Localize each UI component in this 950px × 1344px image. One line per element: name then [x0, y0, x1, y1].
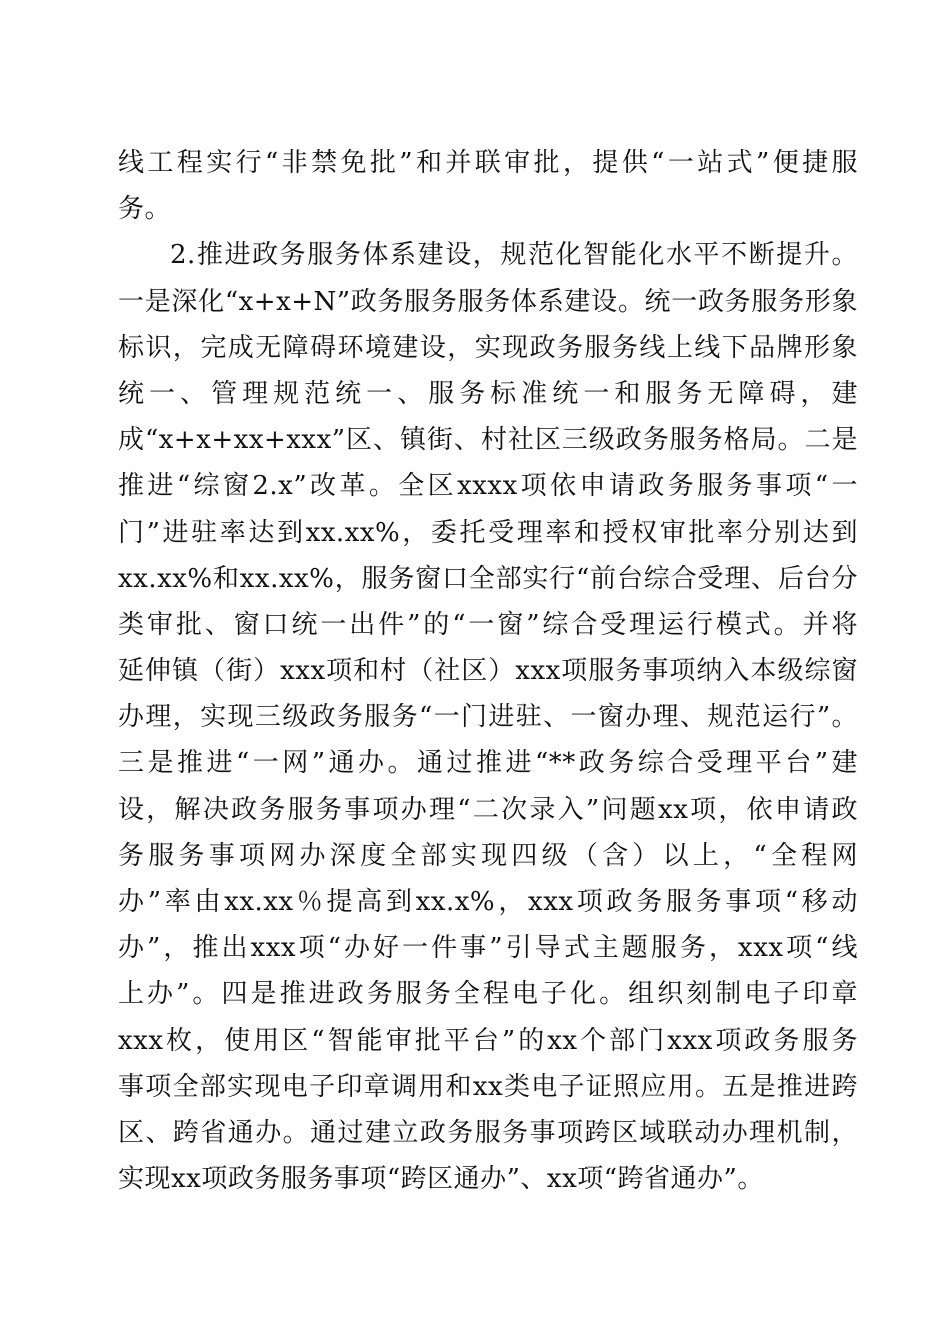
- text-line: 设，解决政务服务事项办理“二次录入”问题xx项，依申请政: [118, 794, 858, 825]
- text-line: 一是深化“x+x+N”政务服务服务体系建设。统一政务服务形象: [118, 286, 858, 317]
- text-line: 标识，完成无障碍环境建设，实现政务服务线上线下品牌形象: [118, 332, 858, 363]
- text-line: 事项全部实现电子印章调用和xx类电子证照应用。五是推进跨: [118, 1071, 858, 1102]
- text-line: 上办”。四是推进政务服务全程电子化。组织刻制电子印章: [118, 979, 858, 1010]
- text-line: 线工程实行“非禁免批”和并联审批，提供“一站式”便捷服: [118, 148, 858, 178]
- text-line: 三是推进“一网”通办。通过推进“**政务综合受理平台”建: [118, 748, 858, 779]
- text-line: xxx枚，使用区“智能审批平台”的xx个部门xxx项政务服务: [118, 1025, 858, 1056]
- text-line: 办”，推出xxx项“办好一件事”引导式主题服务，xxx项“线: [118, 933, 858, 964]
- body-text: [118, 140, 858, 1202]
- text-line: 门”进驻率达到xx.xx%，委托受理率和授权审批率分别达到: [118, 517, 858, 548]
- section-heading-line: 2.推进政务服务体系建设，规范化智能化水平不断提升。: [170, 240, 858, 271]
- text-line: 务服务事项网办深度全部实现四级（含）以上，“全程网: [118, 840, 858, 871]
- text-line: 区、跨省通办。通过建立政务服务事项跨区域联动办理机制，: [118, 1117, 858, 1148]
- text-line: 成“x+x+xx+xxx”区、镇街、村社区三级政务服务格局。二是: [118, 425, 858, 456]
- text-line: 统一、管理规范统一、服务标准统一和服务无障碍，建: [118, 378, 858, 409]
- text-line: 类审批、窗口统一出件”的“一窗”综合受理运行模式。并将: [118, 609, 858, 640]
- text-line: 推进“综窗2.x”改革。全区xxxx项依申请政务服务事项“一: [118, 471, 858, 502]
- text-line: 办理，实现三级政务服务“一门进驻、一窗办理、规范运行”。: [118, 702, 858, 733]
- text-line: 务。: [118, 194, 172, 225]
- text-line: 延伸镇（街）xxx项和村（社区）xxx项服务事项纳入本级综窗: [118, 656, 858, 687]
- text-line: xx.xx%和xx.xx%，服务窗口全部实行“前台综合受理、后台分: [118, 563, 858, 594]
- text-line: 实现xx项政务服务事项“跨区通办”、xx项“跨省通办”。: [118, 1164, 764, 1195]
- text-line: 办”率由xx.xx％提高到xx.x%，xxx项政务服务事项“移动: [118, 887, 858, 917]
